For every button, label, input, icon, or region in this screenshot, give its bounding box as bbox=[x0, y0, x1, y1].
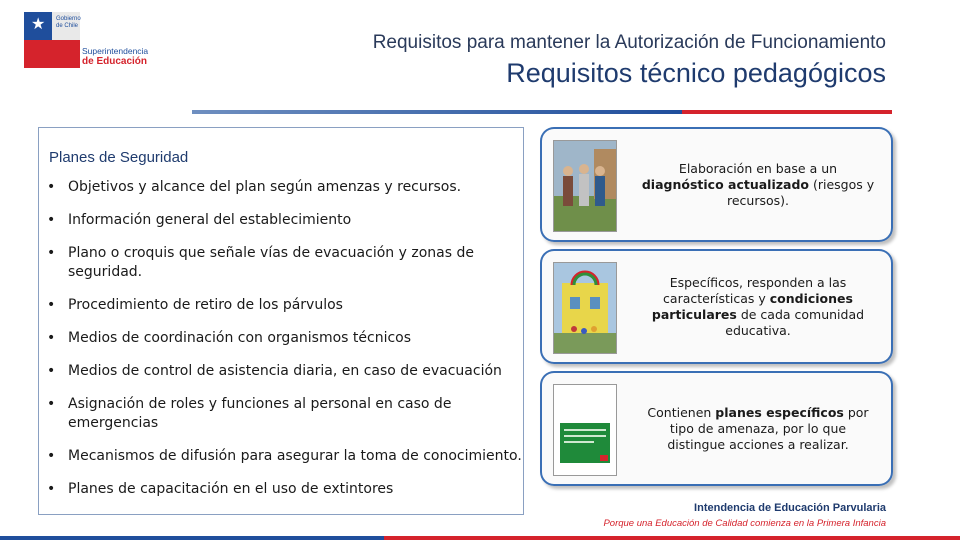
logo-line1: Superintendencia bbox=[82, 46, 149, 56]
people-photo-icon bbox=[553, 140, 617, 232]
list-item: • Medios de control de asistencia diaria, en caso de evacuación bbox=[47, 363, 502, 379]
list-item: • Procedimiento de retiro de los párvulos bbox=[47, 297, 343, 313]
list-item: • Medios de coordinación con organismos técnicos bbox=[47, 330, 412, 346]
list-item: • Plano o croquis que señale vías de evacuación y zonas de seguridad. bbox=[47, 245, 474, 280]
logo-line2: de Educación bbox=[82, 56, 148, 67]
footer-slogan: Porque una Educación de Calidad comienza en la Primera Infancia bbox=[603, 518, 886, 529]
list-item: • Información general del establecimiento bbox=[47, 212, 352, 228]
header-divider bbox=[192, 110, 892, 114]
list-item: • Mecanismos de difusión para asegurar la toma de conocimiento. bbox=[47, 448, 522, 464]
card-threats bbox=[540, 371, 893, 486]
chile-flag-icon: ★ bbox=[24, 12, 80, 68]
card-text: Contienen planes específicos por tipo de amenaza, por lo que distingue acciones a realizar. bbox=[647, 404, 869, 452]
requirements-list bbox=[47, 178, 522, 513]
green-manual-photo-icon bbox=[553, 384, 617, 476]
footer-org: Intendencia de Educación Parvularia bbox=[694, 502, 886, 514]
list-item: • Asignación de roles y funciones al personal en caso de emergencias bbox=[47, 396, 452, 431]
footer-divider bbox=[0, 536, 960, 540]
page-title: Requisitos técnico pedagógicos bbox=[506, 58, 886, 88]
school-building-photo-icon bbox=[553, 262, 617, 354]
list-item: • Objetivos y alcance del plan según amenzas y recursos. bbox=[47, 179, 462, 195]
card-text: Elaboración en base a un diagnóstico actualizado (riesgos y recursos). bbox=[641, 160, 875, 208]
list-item: • Planes de capacitación en el uso de extintores bbox=[47, 481, 394, 497]
card-text: Específicos, responden a las características y condiciones particulares de cada comunidad educativa. bbox=[651, 274, 865, 338]
card-specific bbox=[540, 249, 893, 364]
panel-title: Planes de Seguridad bbox=[49, 149, 189, 166]
gobierno-text: Gobierno de Chile bbox=[56, 16, 81, 29]
page-subtitle: Requisitos para mantener la Autorización de Funcionamiento bbox=[372, 32, 886, 53]
superintendencia-logo bbox=[24, 12, 164, 72]
card-diagnostic bbox=[540, 127, 893, 242]
security-plans-panel bbox=[38, 127, 524, 515]
